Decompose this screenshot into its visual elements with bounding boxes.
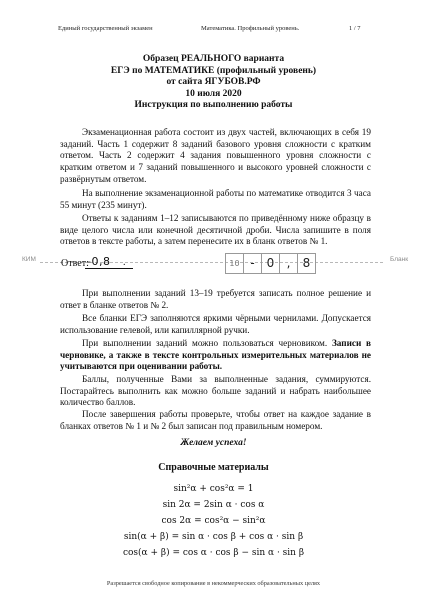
instruction-heading: Инструкция по выполнению работы — [134, 100, 293, 110]
paragraph-answers: Ответы к заданиям 1–12 записываются по приведённому ниже образцу в виде целого числа или конечной десятичной дроби. Числа запишите в поля ответов в тексте работы, а затем перенесите их в бланк ответов № 1. — [60, 213, 371, 247]
answer-label: Ответ: — [61, 258, 89, 269]
paragraph-structure: Экзаменационная работа состоит из двух частей, включающих в себя 19 заданий. Часть 1 содержит 8 заданий базового уровня сложности с кратким ответом. Часть 2 содержит 4 задания повышенного уровня сложности с кратким ответом и 7 заданий повышенного и высокого уровней сложности с развёрнутым ответом. — [60, 127, 371, 184]
handwritten-answer: -0,8 — [87, 255, 111, 268]
header-subject: Математика. Профильный уровень. — [201, 25, 300, 32]
blank-label: Бланк — [390, 256, 409, 263]
answer-underline — [85, 268, 133, 269]
title-line-2: ЕГЭ по МАТЕМАТИКЕ (профильный уровень) — [110, 65, 317, 76]
reference-title: Справочные материалы — [158, 462, 269, 473]
title-line-3: от сайта ЯГУБОВ.РФ — [166, 77, 261, 87]
answer-cell: 8 — [297, 253, 316, 274]
formula-identity: sin²α + cos²α = 1 — [173, 484, 254, 494]
paragraph-draft: При выполнении заданий можно пользоваться черновиком. Записи в черновике, а также в тексте контрольных измерительных материалов не учитываются при оценивании работы. — [60, 338, 372, 372]
kim-label: КИМ — [22, 256, 36, 263]
draft-note: Записи в черновике, а также в тексте контрольных измерительных материалов не учитываются при оценивании работы. — [60, 338, 372, 372]
title-date: 10 июля 2020 — [185, 88, 242, 99]
answer-cell: - — [243, 253, 262, 274]
footer-note: Разрешается свободное копирование в некоммерческих образовательных целях — [106, 580, 321, 587]
formula-sin-double: sin 2α = 2sin α · cos α — [162, 500, 265, 510]
title-line-1: Образец РЕАЛЬНОГО варианта — [142, 54, 285, 64]
paragraph-points: Баллы, полученные Вами за выполненные задания, суммируются. Постарайтесь выполнить как можно больше заданий и набрать наибольшее количество баллов. — [60, 374, 371, 408]
title-block — [0, 54, 427, 112]
paragraph-part2: При выполнении заданий 13–19 требуется записать полное решение и ответ в бланке ответов № 2. — [60, 288, 371, 310]
answer-sample — [0, 253, 427, 279]
paragraph-ink: Все бланки ЕГЭ заполняются яркими чёрными чернилами. Допускается использование гелевой, или капиллярной ручки. — [60, 313, 371, 335]
answer-period: . — [123, 257, 126, 268]
good-luck-text: Желаем успеха! — [180, 438, 247, 448]
formula-cos-sum: cos(α + β) = cos α · cos β − sin α · sin β — [122, 548, 305, 558]
header-exam-name: Единый государственный экзамен — [58, 25, 153, 32]
formula-cos-double: cos 2α = cos²α − sin²α — [161, 516, 266, 526]
page-number: 1 / 7 — [349, 25, 361, 32]
answer-cell: 10 — [225, 253, 244, 274]
paragraph-check: После завершения работы проверьте, чтобы ответ на каждое задание в бланках ответов № 1 и № 2 был записан под правильным номером. — [60, 409, 371, 431]
answer-cell: 0 — [261, 253, 280, 274]
answer-cells — [226, 253, 316, 274]
formula-sin-sum: sin(α + β) = sin α · cos β + cos α · sin β — [123, 532, 304, 542]
answer-cell: , — [279, 253, 298, 274]
paragraph-time: На выполнение экзаменационной работы по математике отводится 3 часа 55 минут (235 минут). — [60, 188, 371, 210]
